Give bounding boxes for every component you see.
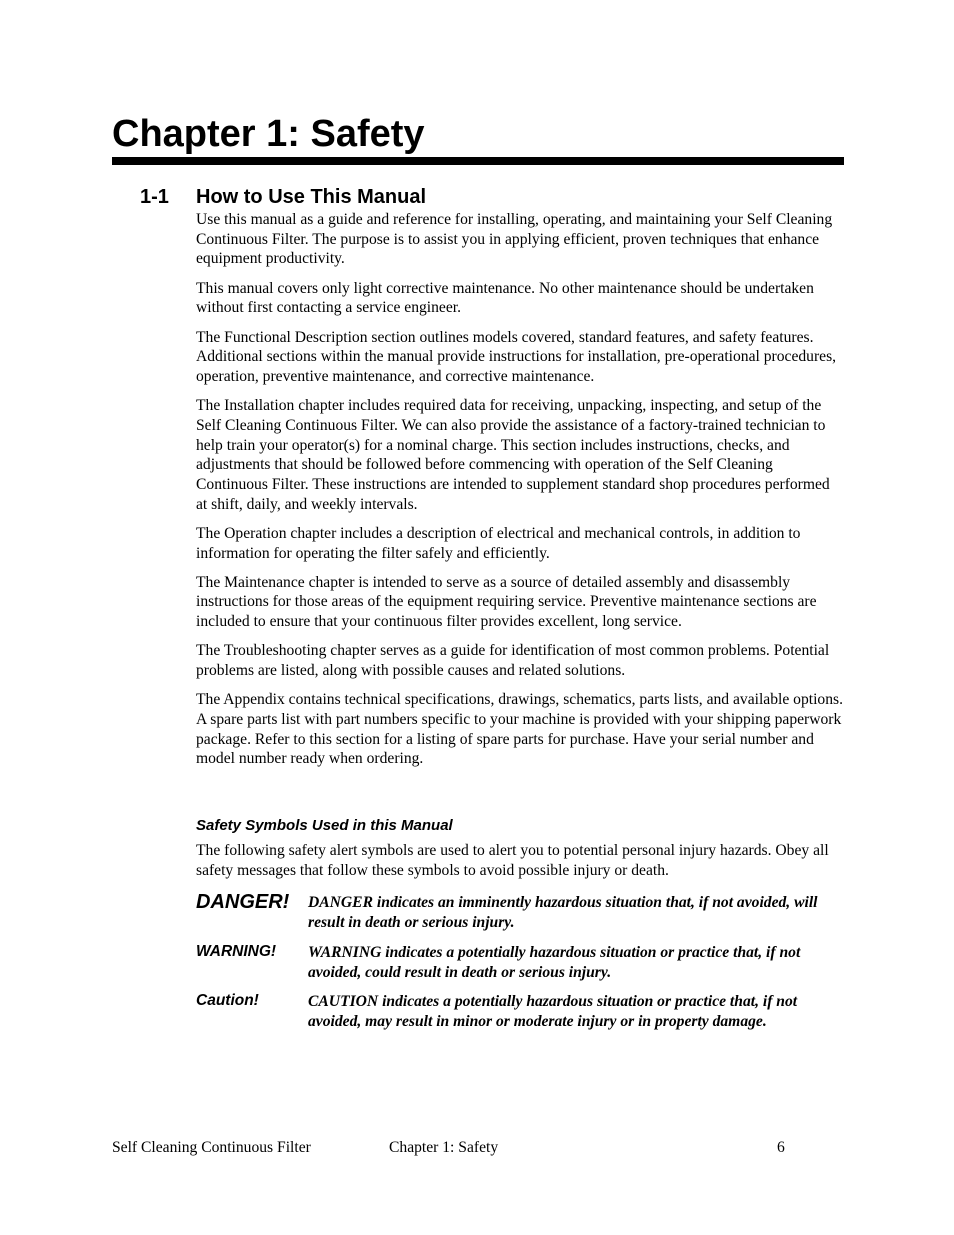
paragraph-troubleshooting: The Troubleshooting chapter serves as a guide for identification of most common problems. Potential problems are listed, along with possible causes and related solutions. — [196, 642, 830, 680]
section-title: How to Use This Manual — [196, 186, 427, 208]
paragraph-operation: The Operation chapter includes a description of electrical and mechanical controls, in addition to information for operating the filter safely and efficiently. — [196, 524, 801, 562]
footer-chapter: Chapter 1: Safety — [389, 1139, 499, 1156]
paragraph-functional-description: The Functional Description section outlines models covered, standard features, and safety features. Additional sections within the manual provide instructions for installation, pre-operational procedures, operation, preventive maintenance, and corrective maintenance. — [196, 328, 837, 385]
alert-caution-term: Caution! — [196, 992, 259, 1009]
section-heading — [140, 184, 426, 210]
alert-danger-term: DANGER! — [196, 891, 290, 913]
footer-page-number: 6 — [777, 1139, 785, 1156]
alert-warning-description: WARNING indicates a potentially hazardous situation or practice that, if not avoided, could result in death or serious injury. — [308, 944, 801, 981]
section-number: 1-1 — [140, 186, 169, 208]
paragraph-maintenance-scope: This manual covers only light corrective maintenance. No other maintenance should be undertaken without first contacting a service engineer. — [196, 279, 814, 317]
alert-caution-description: CAUTION indicates a potentially hazardous situation or practice that, if not avoided, may result in minor or moderate injury or in property damage. — [308, 993, 798, 1030]
paragraph-installation: The Installation chapter includes required data for receiving, unpacking, inspecting, and setup of the Self Cleaning Continuous Filter. We can also provide the assistance of a factory-trained technician to help train your operator(s) for a nominal charge. This section includes instructions, checks, and adjustments that should be followed before commencing with operation of the Self Cleaning Continuous Filter. These instructions are intended to supplement standard shop procedures performed at shift, daily, and weekly intervals. — [196, 397, 830, 513]
paragraph-appendix: The Appendix contains technical specifications, drawings, schematics, parts lists, and available options. A spare parts list with part numbers specific to your machine is provided with your shipping paperwork package. Refer to this section for a listing of spare parts for purchase. Have your serial number and model number ready when ordering. — [196, 691, 843, 768]
paragraph-maintenance: The Maintenance chapter is intended to serve as a source of detailed assembly and disassembly instructions for those areas of the equipment requiring service. Preventive maintenance sections are included to ensure that your continuous filter provides excellent, long service. — [196, 573, 817, 631]
section-body — [196, 210, 844, 779]
footer-document-title: Self Cleaning Continuous Filter — [112, 1139, 311, 1156]
safety-symbols-intro: The following safety alert symbols are used to alert you to potential personal injury hazards. Obey all safety messages that follow these symbols to avoid possible injury or death. — [196, 842, 829, 879]
chapter-title-rule — [112, 157, 844, 165]
alert-warning-term: WARNING! — [196, 943, 277, 960]
paragraph-how-to-use: Use this manual as a guide and reference for installing, operating, and maintaining your Self Cleaning Continuous Filter. The purpose is to assist you in applying efficient, proven techniques that enhance equipment productivity. — [196, 211, 833, 268]
safety-symbols-heading: Safety Symbols Used in this Manual — [196, 817, 453, 834]
alert-danger-description: DANGER indicates an imminently hazardous situation that, if not avoided, will result in death or serious injury. — [308, 894, 818, 931]
chapter-title: Chapter 1: Safety — [112, 113, 425, 155]
